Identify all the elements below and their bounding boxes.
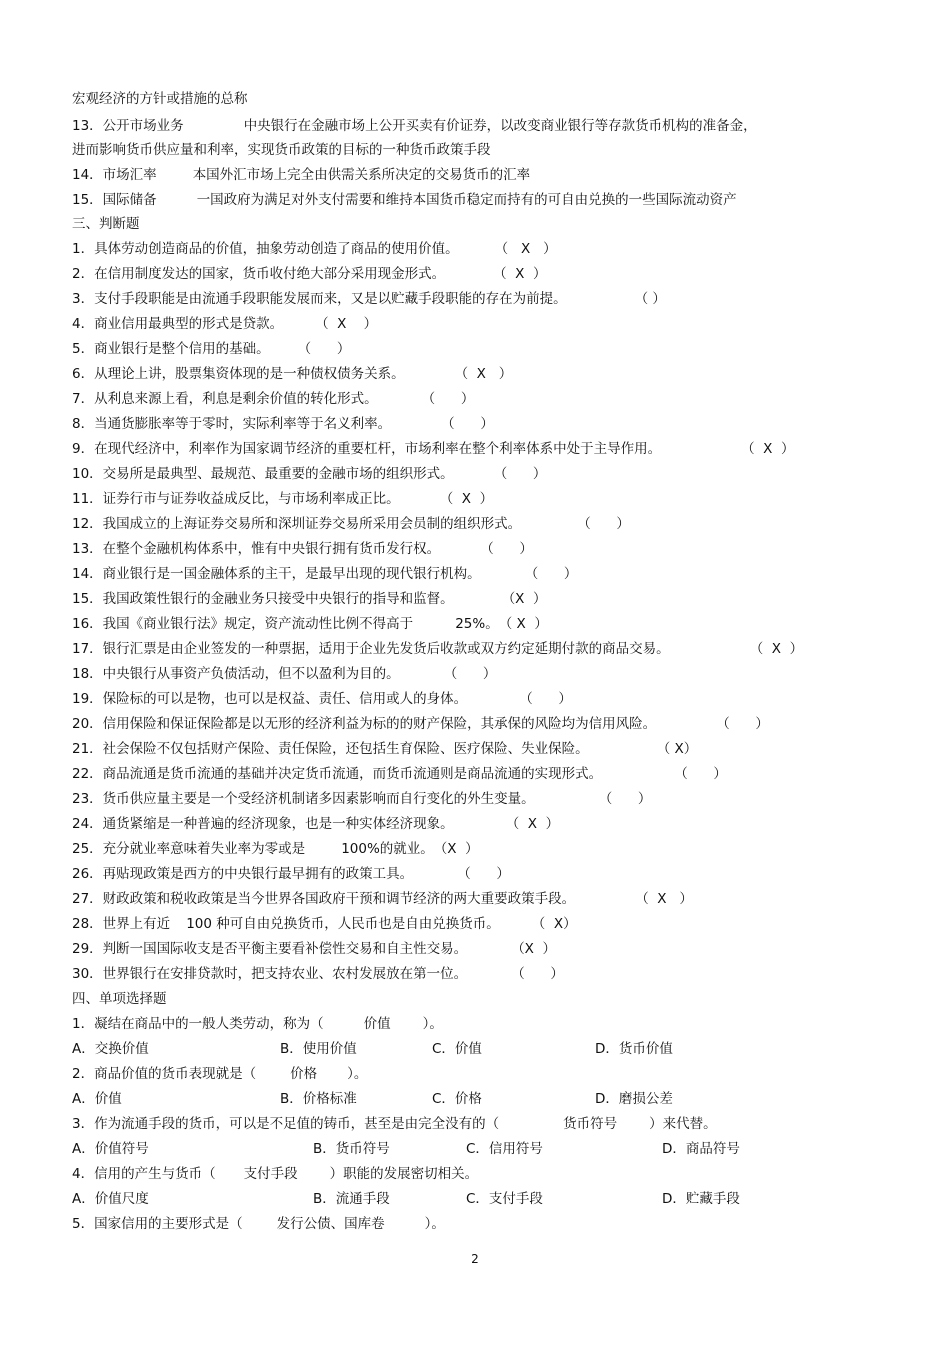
question-answer: 发行公债、国库卷 (276, 1216, 385, 1232)
judgment-item: 11．证券行市与证券收益成反比，与市场利率成正比。 （ X ） (72, 491, 494, 507)
option-b: B．价格标准 (280, 1091, 357, 1107)
answer-mark: （ X ） (741, 441, 795, 457)
question-stem: 5．国家信用的主要形式是（ 发行公债、国库卷 ）。 (72, 1216, 445, 1232)
option-a: A．价值 (72, 1091, 122, 1107)
answer-mark: （ X ） (439, 491, 494, 507)
option-b: B．使用价值 (280, 1041, 357, 1057)
answer-mark: （ X ） (454, 366, 513, 382)
answer-mark: （ ） (297, 341, 351, 357)
question-stem: 3．作为流通手段的货币，可以是不足值的铸币，甚至是由完全没有的（ 货币符号 ）来代替。 (72, 1116, 717, 1132)
judgment-item: 27．财政政策和税收政策是当今世界各国政府干预和调节经济的两大重要政策手段。 （ X ） (72, 891, 693, 907)
judgment-item: 3．支付手段职能是由流通手段职能发展而来，又是以贮藏手段职能的存在为前提。 （ ） (72, 291, 666, 307)
option-d: D．贮藏手段 (662, 1191, 740, 1207)
judgment-item: 24．通货紧缩是一种普遍的经济现象，也是一种实体经济现象。 （ X ） (72, 816, 560, 832)
answer-mark: （ X ） (505, 816, 560, 832)
question-answer: 货币符号 (563, 1116, 618, 1132)
option-b: B．流通手段 (313, 1191, 390, 1207)
answer-mark: （ X ） (749, 641, 804, 657)
answer-mark: （ ） (480, 541, 533, 557)
section-title: 三、判断题 (72, 216, 140, 232)
question-answer: 价格 (290, 1066, 318, 1082)
judgment-item: 1．具体劳动创造商品的价值，抽象劳动创造了商品的使用价值。 （ X ） (72, 241, 557, 257)
answer-mark: （ X） (656, 741, 698, 757)
option-a: A．价值符号 (72, 1141, 149, 1157)
answer-mark: （ ） (443, 666, 497, 682)
judgment-item: 8．当通货膨胀率等于零时，实际利率等于名义利率。 （ ） (72, 416, 494, 432)
judgment-item: 12．我国成立的上海证券交易所和深圳证券交易所采用会员制的组织形式。 （ ） (72, 516, 630, 532)
answer-mark: （X ） (433, 841, 479, 857)
option-c: C．价格 (432, 1091, 482, 1107)
judgment-item: 20．信用保险和保证保险都是以无形的经济利益为标的的财产保险，其承保的风险均为信用风险。 （ ） (72, 716, 769, 732)
question-answer: 支付手段 (243, 1166, 298, 1182)
judgment-item: 5．商业银行是整个信用的基础。 （ ） (72, 341, 351, 357)
judgment-item: 26．再贴现政策是西方的中央银行最早拥有的政策工具。 （ ） (72, 866, 510, 882)
option-d: D．商品符号 (662, 1141, 740, 1157)
answer-mark: （ X） (531, 916, 577, 932)
question-stem: 1．凝结在商品中的一般人类劳动，称为（ 价值 ）。 (72, 1016, 443, 1032)
answer-mark: （ ） (457, 866, 510, 882)
answer-mark: （ ） (511, 966, 564, 982)
judgment-item: 15．我国政策性银行的金融业务只接受中央银行的指导和监督。 （X ） (72, 591, 547, 607)
option-c: C．信用符号 (466, 1141, 543, 1157)
answer-mark: （ ） (441, 416, 494, 432)
answer-mark: （ ） (716, 716, 769, 732)
judgment-item: 21．社会保险不仅包括财产保险、责任保险，还包括生育保险、医疗保险、失业保险。 （ X） (72, 741, 698, 757)
answer-mark: （ X ） (635, 891, 693, 907)
option-c: C．支付手段 (466, 1191, 543, 1207)
page-number: 2 (471, 1252, 479, 1266)
definition-13-cont: 进而影响货币供应量和利率，实现货币政策的目标的一种货币政策手段 (72, 142, 491, 158)
judgment-item: 28．世界上有近 100 种可自由兑换货币，人民币也是自由兑换货币。 （ X） (72, 916, 577, 932)
judgment-item: 17．银行汇票是由企业签发的一种票据，适用于企业先发货后收款或双方约定延期付款的商品交易。 （ X ） (72, 641, 804, 657)
judgment-item: 22．商品流通是货币流通的基础并决定货币流通，而货币流通则是商品流通的实现形式。 （ ） (72, 766, 727, 782)
judgment-item: 19．保险标的可以是物，也可以是权益、责任、信用或人的身体。 （ ） (72, 691, 572, 707)
judgment-item: 18．中央银行从事资产负债活动，但不以盈利为目的。 （ ） (72, 666, 497, 682)
answer-mark: （ ） (524, 566, 578, 582)
answer-mark: （ ） (519, 691, 572, 707)
answer-mark: （ X ） (494, 241, 557, 257)
section-title: 四、单项选择题 (72, 991, 167, 1007)
judgment-item: 9．在现代经济中，利率作为国家调节经济的重要杠杆，市场利率在整个利率体系中处于主导作用。 （ X ） (72, 441, 795, 457)
judgment-item: 2．在信用制度发达的国家，货币收付绝大部分采用现金形式。 （ X ） (72, 266, 547, 282)
answer-mark: （ ） (598, 791, 652, 807)
option-c: C．价值 (432, 1041, 482, 1057)
judgment-item: 10．交易所是最典型、最规范、最重要的金融市场的组织形式。 （ ） (72, 466, 547, 482)
judgment-item: 6．从理论上讲，股票集资体现的是一种债权债务关系。 （ X ） (72, 366, 513, 382)
question-stem: 2．商品价值的货币表现就是（ 价格 ）。 (72, 1066, 368, 1082)
option-d: D．磨损公差 (595, 1091, 673, 1107)
answer-mark: （ ） (674, 766, 727, 782)
judgment-item: 13．在整个金融机构体系中，惟有中央银行拥有货币发行权。 （ ） (72, 541, 533, 557)
judgment-item: 16．我国《商业银行法》规定，资产流动性比例不得高于 25%。（ X ） (72, 616, 548, 632)
judgment-item: 7．从利息来源上看，利息是剩余价值的转化形式。 （ ） (72, 391, 475, 407)
option-a: A．交换价值 (72, 1041, 149, 1057)
definition-15: 15．国际储备 一国政府为满足对外支付需要和维持本国货币稳定而持有的可自由兑换的一些国际流动资产 (72, 192, 737, 208)
judgment-item: 30．世界银行在安排贷款时，把支持农业、农村发展放在第一位。 （ ） (72, 966, 564, 982)
answer-mark: （X ） (501, 591, 547, 607)
answer-mark: （ ） (634, 291, 666, 307)
definition-line: 宏观经济的方针或措施的总称 (72, 91, 248, 107)
judgment-item: 25．充分就业率意味着失业率为零或是 100%的就业。（X ） (72, 841, 479, 857)
definition-13: 13．公开市场业务 中央银行在金融市场上公开买卖有价证券，以改变商业银行等存款货币机构的准备金， (72, 118, 757, 134)
question-answer: 价值 (363, 1016, 391, 1032)
judgment-item: 14．商业银行是一国金融体系的主干，是最早出现的现代银行机构。 （ ） (72, 566, 578, 582)
answer-mark: （ X ） (315, 316, 378, 332)
answer-mark: （ X ） (498, 616, 548, 632)
definition-14: 14．市场汇率 本国外汇市场上完全由供需关系所决定的交易货币的汇率 (72, 167, 531, 183)
option-d: D．货币价值 (595, 1041, 673, 1057)
judgment-item: 29．判断一国国际收支是否平衡主要看补偿性交易和自主性交易。 （X ） (72, 941, 557, 957)
answer-mark: （ ） (493, 466, 547, 482)
judgment-item: 23．货币供应量主要是一个受经济机制诸多因素影响而自行变化的外生变量。 （ ） (72, 791, 652, 807)
judgment-item: 4．商业信用最典型的形式是贷款。 （ X ） (72, 316, 378, 332)
answer-mark: （ ） (421, 391, 475, 407)
option-a: A．价值尺度 (72, 1191, 149, 1207)
answer-mark: （X ） (511, 941, 557, 957)
question-stem: 4．信用的产生与货币（ 支付手段 ）职能的发展密切相关。 (72, 1166, 479, 1182)
answer-mark: （ X ） (493, 266, 547, 282)
option-b: B．货币符号 (313, 1141, 390, 1157)
answer-mark: （ ） (577, 516, 630, 532)
